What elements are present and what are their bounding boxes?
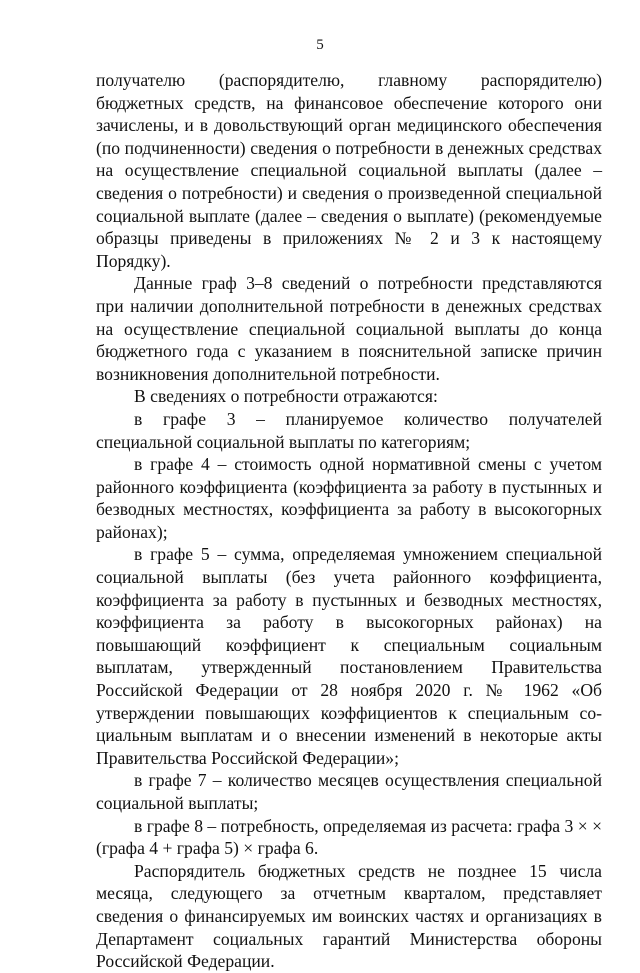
document-body: [96, 69, 602, 973]
paragraph-4: в графе 3 – планируемое количество получателей специальной социальной выплаты по категориям;: [96, 408, 602, 452]
paragraph-5: в графе 4 – стоимость одной нормативной смены с учетом районного коэффициента (коэффициента за работу в пустынных и безводных местностях, коэффициента за работу в высокогорных районах);: [96, 454, 602, 542]
paragraph-3: В сведениях о потребности отражаются:: [134, 386, 438, 407]
paragraph-1: получателю (распорядителю, главному распорядителю) бюджетных средств, на финансовое обеспечение которого они зачислены, и в довольствующий орган медицинского обеспечения (по подчиненности) сведения о потребности в денежных средствах на осуществление специальной социальной выплаты (далее – сведения о потребности) и сведения о произведенной специальной социальной выплате (далее – сведения о выплате) (рекомендуемые образцы приведены в приложениях № 2 и 3 к настоящему Порядку).: [96, 70, 602, 271]
paragraph-8: в графе 8 – потребность, определяемая из расчета: графа 3 × × (графа 4 + графа 5) × графа 6.: [96, 815, 602, 859]
page-number: 5: [316, 37, 324, 53]
paragraph-7: в графе 7 – количество месяцев осуществления специальной социальной выплаты;: [96, 770, 602, 813]
paragraph-6: в графе 5 – сумма, определяемая умножением специальной социальной выплаты (без учета районного коэффициента, коэффициента за работу в пустынных и безводных местностях, коэффициента за работу в высокогорных районах) на повышающий коэффициент к специальным социальным выплатам, утвержденный постановлением Правительства Российской Федерации от 28 ноября 2020 г. № 1962 «Об утверждении повышающих коэффициентов к специальным социальным выплатам и о внесении изменений в некоторые акты Правительства Российской Федерации»;: [96, 544, 602, 768]
paragraph-9: Распорядитель бюджетных средств не позднее 15 числа месяца, следующего за отчетным кварталом, представляет сведения о финансируемых им воинских частях и организациях в Департамент социальных гарантий Министерства обороны Российской Федерации.: [96, 860, 602, 972]
paragraph-2: Данные граф 3–8 сведений о потребности представляются при наличии дополнительной потребности в денежных средствах на осуществление специальной социальной выплаты до конца бюджетного года с указанием в пояснительной записке причин возникновения дополнительной потребности.: [96, 273, 602, 384]
